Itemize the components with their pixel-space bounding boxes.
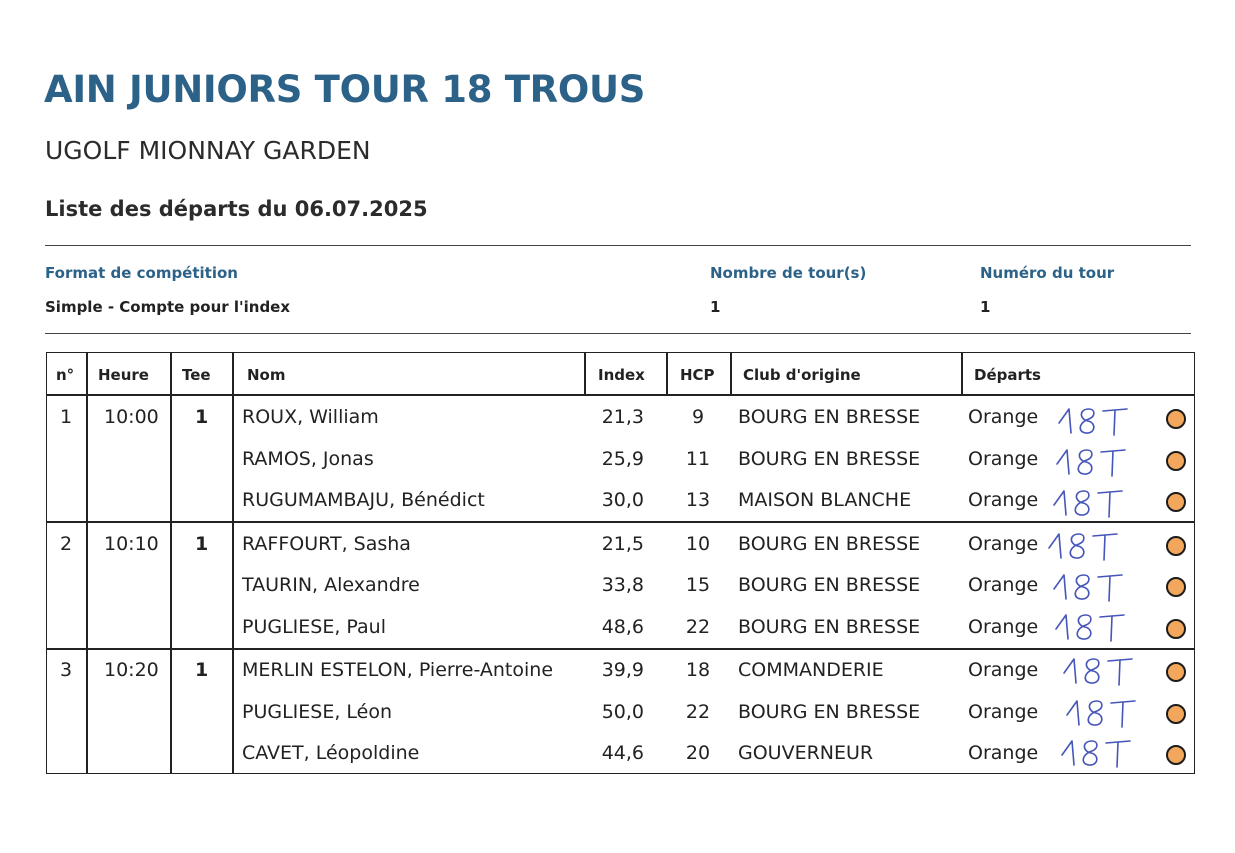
handwritten-18T-icon [1053, 442, 1133, 480]
format-value: Simple - Compte pour l'index [45, 298, 291, 316]
handwritten-18T-icon [1050, 483, 1130, 521]
player-depart: Orange [968, 489, 1039, 511]
orange-circle-icon [1166, 451, 1186, 471]
player-index: 25,9 [601, 448, 644, 470]
group-tee: 1 [195, 533, 209, 555]
header-n: n° [56, 366, 75, 384]
player-club: BOURG EN BRESSE [738, 616, 921, 638]
handwritten-18T-icon [1058, 733, 1138, 771]
player-name: RAMOS, Jonas [242, 448, 374, 470]
player-index: 39,9 [601, 659, 644, 681]
orange-circle-icon [1166, 536, 1186, 556]
rounds-label: Nombre de tour(s) [710, 264, 867, 282]
player-hcp: 11 [685, 448, 711, 470]
player-hcp: 18 [685, 659, 711, 681]
start-list-subtitle: Liste des départs du 06.07.2025 [45, 197, 428, 221]
player-hcp: 20 [685, 742, 711, 764]
player-name: ROUX, William [242, 406, 379, 428]
player-index: 48,6 [601, 616, 644, 638]
col-divider [232, 352, 234, 774]
player-index: 33,8 [601, 574, 644, 596]
group-tee: 1 [195, 659, 209, 681]
col-divider [730, 352, 732, 395]
header-club: Club d'origine [743, 366, 861, 384]
player-index: 21,3 [601, 406, 644, 428]
header-departs: Départs [974, 366, 1041, 384]
player-hcp: 13 [685, 489, 711, 511]
player-hcp: 9 [691, 406, 705, 428]
group-tee: 1 [195, 406, 209, 428]
player-hcp: 10 [685, 533, 711, 555]
group-divider [46, 648, 1195, 650]
player-depart: Orange [968, 659, 1039, 681]
player-name: PUGLIESE, Paul [242, 616, 386, 638]
player-club: COMMANDERIE [738, 659, 884, 681]
col-divider [584, 352, 586, 395]
player-club: BOURG EN BRESSE [738, 574, 921, 596]
orange-circle-icon [1166, 409, 1186, 429]
player-club: BOURG EN BRESSE [738, 701, 921, 723]
player-depart: Orange [968, 406, 1039, 428]
player-name: RAFFOURT, Sasha [242, 533, 411, 555]
group-number: 2 [60, 533, 73, 555]
header-nom: Nom [247, 366, 286, 384]
handwritten-18T-icon [1063, 693, 1143, 731]
player-club: GOUVERNEUR [738, 742, 874, 764]
group-time: 10:00 [104, 406, 159, 428]
group-number: 3 [60, 659, 73, 681]
player-club: MAISON BLANCHE [738, 489, 912, 511]
orange-circle-icon [1166, 577, 1186, 597]
handwritten-18T-icon [1055, 401, 1135, 439]
header-divider [46, 394, 1195, 396]
format-label: Format de compétition [45, 264, 238, 282]
header-tee: Tee [182, 366, 211, 384]
handwritten-18T-icon [1045, 526, 1125, 564]
player-club: BOURG EN BRESSE [738, 533, 921, 555]
player-depart: Orange [968, 616, 1039, 638]
player-index: 44,6 [601, 742, 644, 764]
divider-bottom [45, 333, 1191, 334]
player-hcp: 22 [685, 701, 711, 723]
group-number: 1 [60, 406, 73, 428]
group-time: 10:10 [104, 533, 159, 555]
col-divider [961, 352, 963, 395]
player-name: MERLIN ESTELON, Pierre-Antoine [242, 659, 554, 681]
round-number-value: 1 [980, 298, 991, 316]
header-hcp: HCP [680, 366, 715, 384]
handwritten-18T-icon [1050, 567, 1130, 605]
player-index: 21,5 [601, 533, 644, 555]
page-title: AIN JUNIORS TOUR 18 TROUS [44, 68, 646, 111]
player-hcp: 22 [685, 616, 711, 638]
divider-top [45, 245, 1191, 246]
orange-circle-icon [1166, 745, 1186, 765]
header-index: Index [598, 366, 645, 384]
group-time: 10:20 [104, 659, 159, 681]
player-club: BOURG EN BRESSE [738, 406, 921, 428]
player-depart: Orange [968, 701, 1039, 723]
player-name: TAURIN, Alexandre [242, 574, 420, 596]
orange-circle-icon [1166, 662, 1186, 682]
player-name: RUGUMAMBAJU, Bénédict [242, 489, 485, 511]
venue-name: UGOLF MIONNAY GARDEN [45, 136, 371, 165]
round-number-label: Numéro du tour [980, 264, 1115, 282]
orange-circle-icon [1166, 704, 1186, 724]
player-index: 30,0 [601, 489, 644, 511]
player-name: PUGLIESE, Léon [242, 701, 393, 723]
handwritten-18T-icon [1060, 651, 1140, 689]
player-hcp: 15 [685, 574, 711, 596]
player-depart: Orange [968, 742, 1039, 764]
orange-circle-icon [1166, 619, 1186, 639]
orange-circle-icon [1166, 492, 1186, 512]
group-divider [46, 521, 1195, 523]
col-divider [170, 352, 172, 774]
player-index: 50,0 [601, 701, 644, 723]
col-divider [86, 352, 88, 774]
player-depart: Orange [968, 574, 1039, 596]
player-name: CAVET, Léopoldine [242, 742, 420, 764]
player-depart: Orange [968, 448, 1039, 470]
header-heure: Heure [98, 366, 149, 384]
rounds-value: 1 [710, 298, 721, 316]
handwritten-18T-icon [1052, 607, 1132, 645]
col-divider [666, 352, 668, 395]
player-depart: Orange [968, 533, 1039, 555]
player-club: BOURG EN BRESSE [738, 448, 921, 470]
